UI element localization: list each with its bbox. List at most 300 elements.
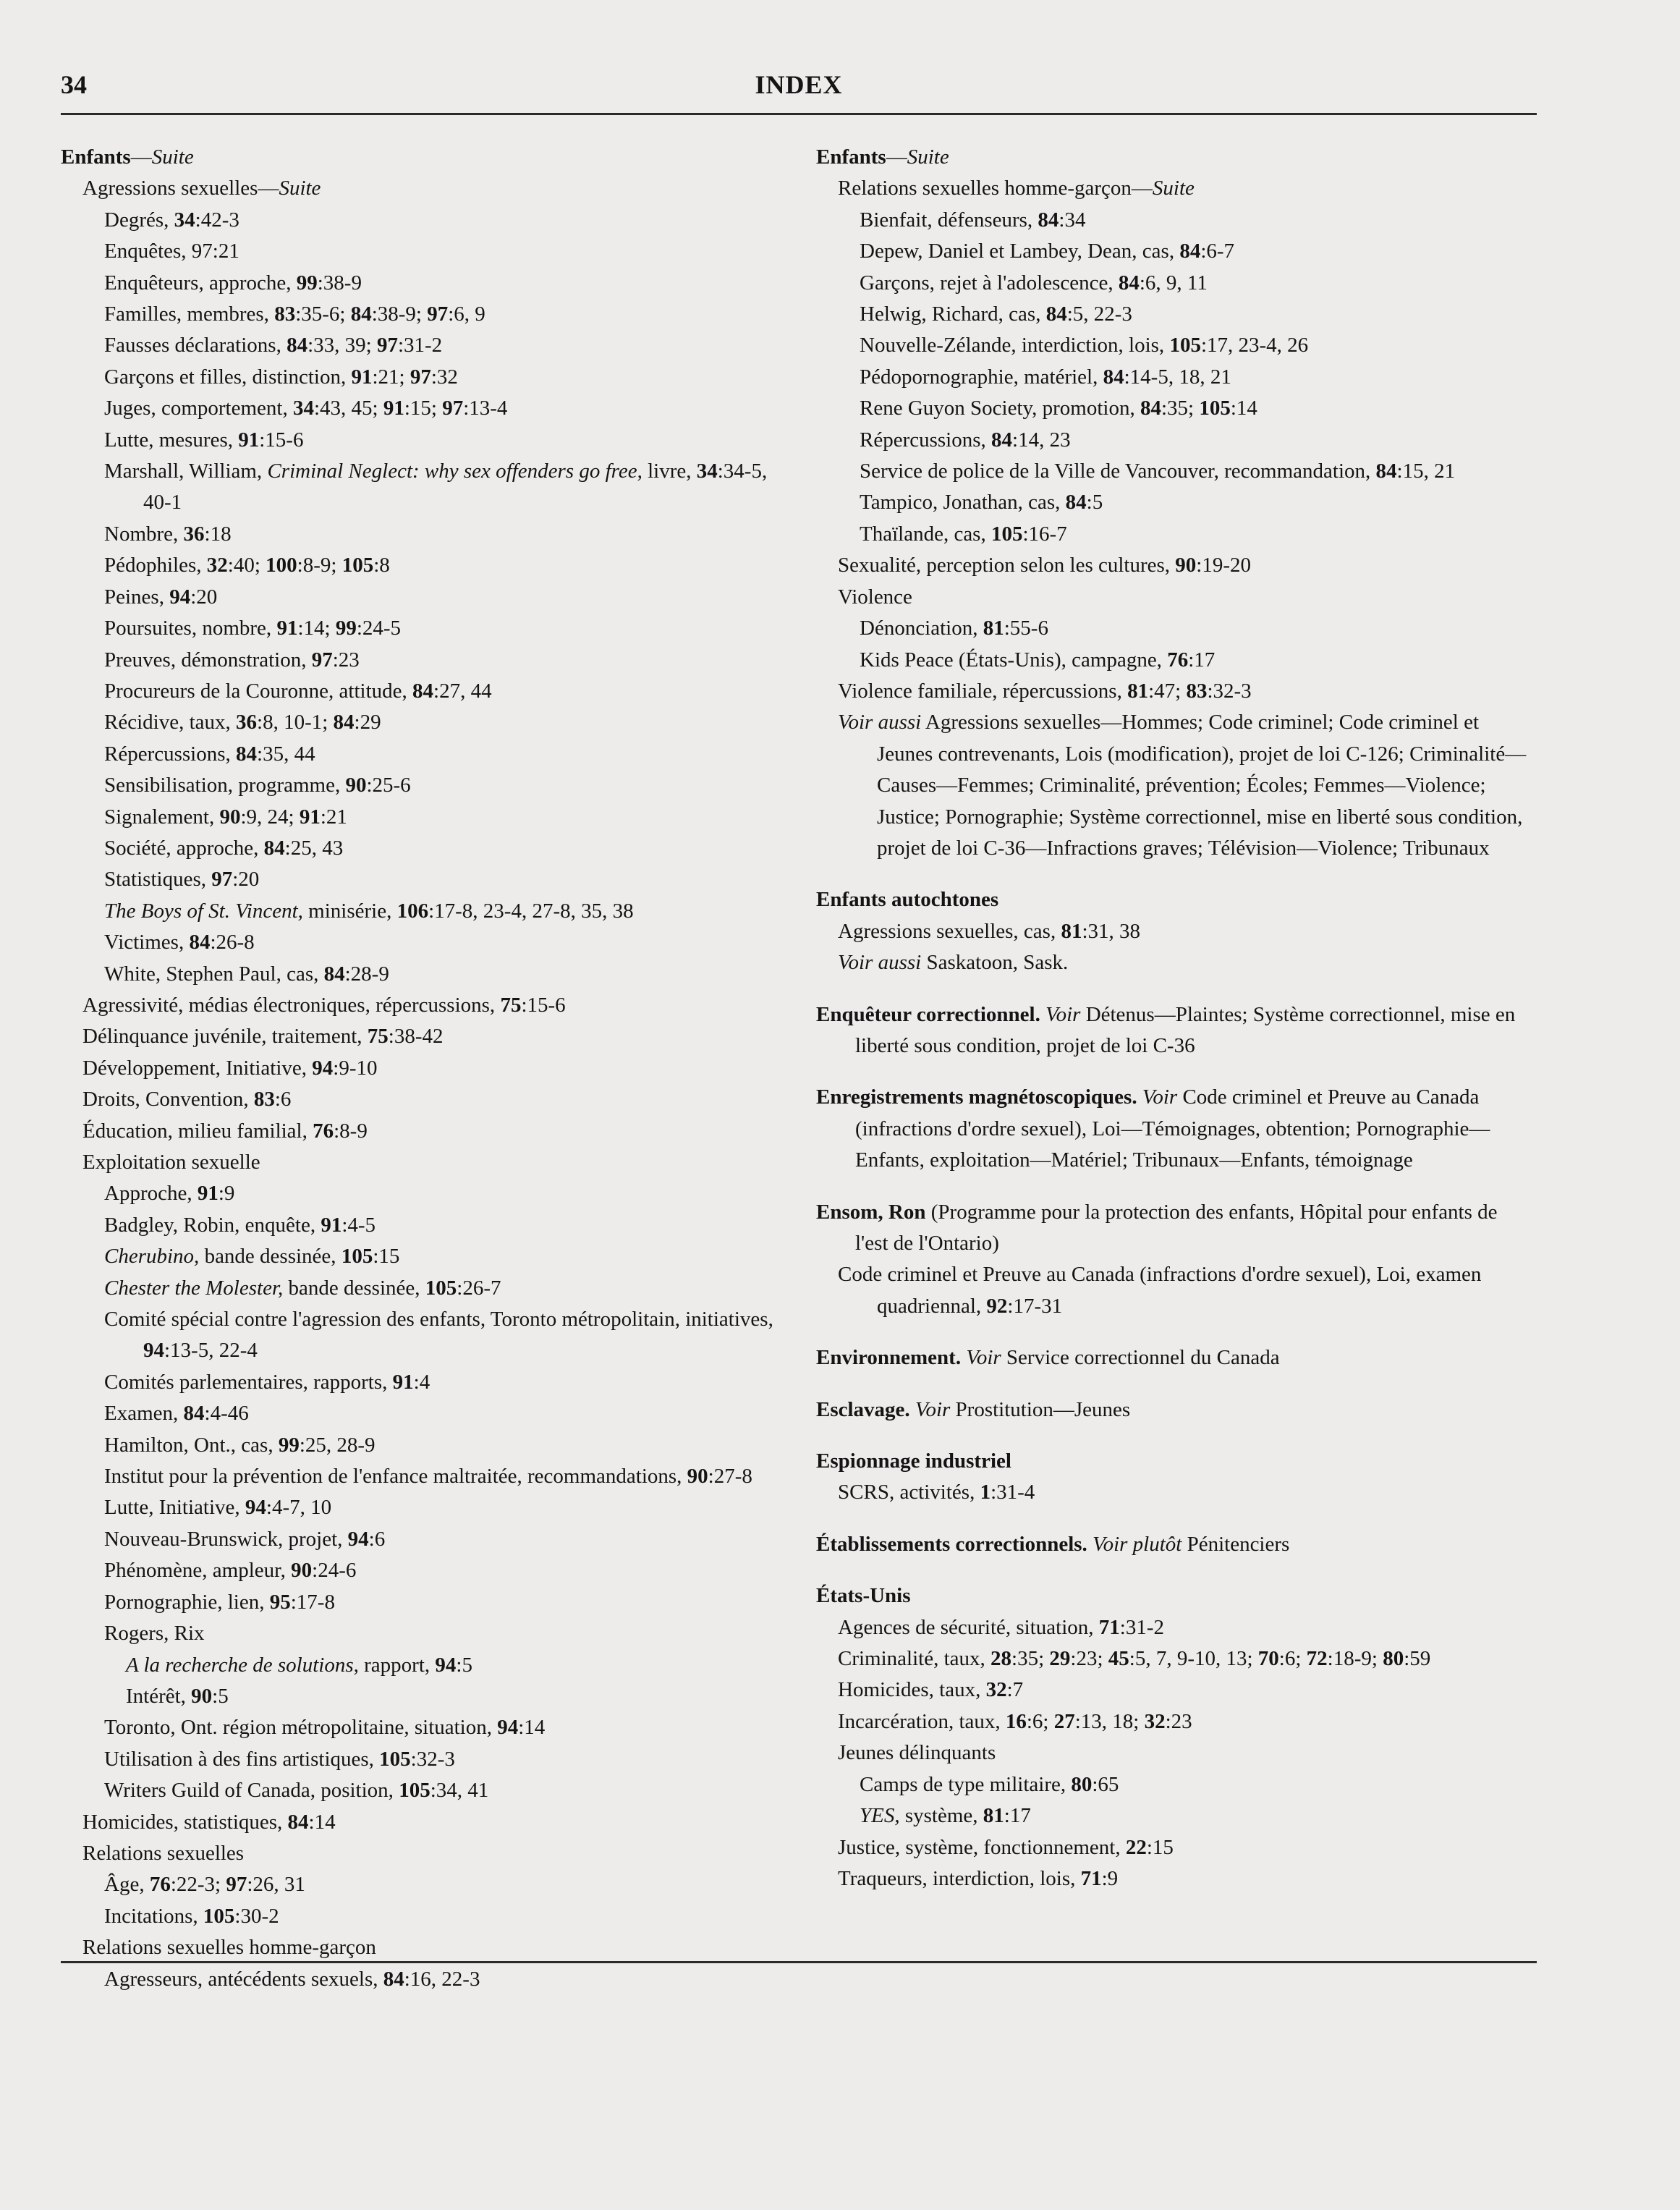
index-text: 94 <box>245 1496 266 1520</box>
index-entry <box>104 1712 784 1743</box>
index-text: Peines, <box>104 585 170 609</box>
index-text: 91 <box>351 365 373 389</box>
index-entry <box>104 959 784 990</box>
index-text: 76 <box>149 1873 171 1897</box>
index-entry <box>104 1430 784 1461</box>
index-text: :65 <box>1092 1772 1119 1796</box>
index-text: 94 <box>497 1716 519 1740</box>
index-text: 34 <box>696 460 718 483</box>
index-entry <box>104 613 784 644</box>
index-text: Pénitenciers <box>1181 1532 1290 1556</box>
index-text: :38-9; <box>371 302 428 326</box>
index-entry <box>860 425 1532 456</box>
index-text: 105 <box>1199 397 1231 420</box>
index-text: 95 <box>269 1590 291 1614</box>
index-text: 99 <box>296 271 318 295</box>
index-text: Depew, Daniel et Lambey, Dean, cas, <box>860 240 1180 263</box>
index-text: Saskatoon, Sask. <box>921 951 1069 975</box>
index-text: Procureurs de la Couronne, attitude, <box>104 679 413 703</box>
index-text: Établissements correctionnels. <box>816 1532 1087 1556</box>
index-text: :13, 18; <box>1074 1709 1145 1733</box>
index-column-right <box>816 142 1532 1894</box>
index-text: Agressions sexuelles, cas, <box>838 919 1061 943</box>
index-text: Hamilton, Ont., cas, <box>104 1433 279 1457</box>
index-text: Helwig, Richard, cas, <box>860 302 1046 326</box>
index-text: SCRS, activités, <box>838 1481 980 1504</box>
index-text: :34 <box>1059 208 1086 232</box>
index-text: :5 <box>1086 491 1103 515</box>
index-text: Poursuites, nombre, <box>104 617 277 640</box>
index-text: 90 <box>291 1559 313 1583</box>
index-text: :17-8, 23-4, 27-8, 35, 38 <box>428 899 634 923</box>
index-text: :59 <box>1404 1647 1431 1671</box>
index-text: Relations sexuelles homme-garçon <box>82 1936 376 1960</box>
index-text: Jeunes délinquants <box>838 1741 996 1765</box>
index-text: :16-7 <box>1022 522 1067 546</box>
index-text: 94 <box>347 1527 369 1551</box>
index-text: 97 <box>442 397 464 420</box>
index-heading <box>816 999 1532 1062</box>
index-text: 81 <box>983 617 1004 640</box>
index-entry <box>104 1178 784 1209</box>
index-text: Délinquance juvénile, traitement, <box>82 1025 368 1049</box>
index-entry <box>104 1461 784 1492</box>
index-text: 84 <box>1118 271 1140 295</box>
index-entry <box>104 802 784 833</box>
index-entry <box>104 1304 784 1367</box>
index-text: :13-5, 22-4 <box>164 1339 258 1363</box>
index-entry <box>104 236 784 267</box>
index-text: :23 <box>1165 1709 1192 1733</box>
index-text: 84 <box>383 1967 404 1991</box>
index-text: :35-6; <box>295 302 351 326</box>
index-text: 36 <box>236 711 258 734</box>
index-text: 27 <box>1053 1709 1075 1733</box>
index-text: bande dessinée, <box>283 1276 425 1300</box>
index-text: 97 <box>376 334 398 357</box>
index-text: Bienfait, défenseurs, <box>860 208 1038 232</box>
index-entry <box>104 676 784 707</box>
index-text: Agressivité, médias électroniques, répercussions, <box>82 993 501 1017</box>
index-text <box>1137 1085 1142 1109</box>
index-text: Signalement, <box>104 805 220 829</box>
index-text: 91 <box>321 1213 342 1237</box>
index-text: :17-8 <box>290 1590 335 1614</box>
index-text: 45 <box>1108 1647 1129 1671</box>
index-text: :17, 23-4, 26 <box>1200 334 1309 357</box>
index-entry <box>104 1555 784 1586</box>
index-text: The Boys of St. Vincent, <box>104 899 303 923</box>
index-text: :6; <box>1026 1709 1054 1733</box>
index-heading <box>816 1197 1532 1260</box>
index-text: 84 <box>1065 491 1087 515</box>
index-text: 81 <box>1061 919 1082 943</box>
index-text: Cherubino, <box>104 1245 200 1269</box>
index-text: :31, 38 <box>1082 919 1141 943</box>
index-entry <box>104 393 784 424</box>
index-entry <box>860 299 1532 330</box>
index-text: Dénonciation, <box>860 617 983 640</box>
index-text: Service correctionnel du Canada <box>1001 1346 1280 1370</box>
index-text: :43, 45; <box>313 397 383 420</box>
index-text: Marshall, William, <box>104 460 268 483</box>
index-entry <box>104 550 784 581</box>
index-entry <box>838 1737 1532 1769</box>
index-text: Approche, <box>104 1182 198 1206</box>
index-text: :17-31 <box>1007 1294 1063 1318</box>
index-text: Agressions sexuelles—Hommes; Code criminel; Code criminel et Jeunes contrevenants, Lois (modification), projet de loi C-126; Criminalité—Causes—Femmes; Criminalité, prévention; Écoles; Femmes—Violence; Justice; Pornographie; Système correctionnel, mise en liberté sous condition, projet de loi C-36—Infractions graves; Télévision—Violence; Tribunaux <box>877 711 1527 860</box>
index-text: :20 <box>232 868 260 892</box>
index-text: :21; <box>372 365 410 389</box>
index-text: Agences de sécurité, situation, <box>838 1615 1099 1639</box>
index-text: 91 <box>238 428 260 452</box>
index-text: :38-9 <box>317 271 362 295</box>
index-text: Relations sexuelles <box>82 1841 245 1865</box>
index-entry <box>104 707 784 738</box>
index-text: :22-3; <box>170 1873 226 1897</box>
index-text: 84 <box>189 931 211 954</box>
index-text: :14 <box>308 1810 336 1834</box>
index-text: — <box>886 145 907 169</box>
index-text: Lutte, Initiative, <box>104 1496 245 1520</box>
index-text: :13-4 <box>463 397 508 420</box>
index-entry <box>104 425 784 456</box>
index-text: Code criminel et Preuve au Canada (infractions d'ordre sexuel), Loi—Témoignages, obtention; Pornographie—Enfants, exploitation—Matériel; Tribunaux—Enfants, témoignage <box>855 1085 1490 1172</box>
index-heading <box>816 1580 1532 1612</box>
index-text: Intérêt, <box>126 1684 192 1708</box>
index-text: :4-46 <box>204 1402 249 1426</box>
index-text: :8-9; <box>297 554 342 577</box>
index-text: Garçons, rejet à l'adolescence, <box>860 271 1119 295</box>
index-text: Voir aussi <box>838 951 922 975</box>
index-text: Kids Peace (États-Unis), campagne, <box>860 648 1168 672</box>
index-entry <box>104 1398 784 1429</box>
index-entry <box>82 1932 784 1963</box>
index-text: :8-9 <box>334 1119 368 1143</box>
index-text: :25-6 <box>366 774 411 797</box>
index-text: Incitations, <box>104 1904 203 1928</box>
index-heading <box>816 1082 1532 1176</box>
index-entry <box>104 519 784 550</box>
index-entry <box>82 1116 784 1147</box>
index-entry <box>104 1367 784 1398</box>
index-text: livre, <box>642 460 697 483</box>
index-entry <box>104 1744 784 1775</box>
index-text: Enfants <box>61 145 131 169</box>
index-text: Voir <box>1045 1002 1081 1026</box>
index-text: 97 <box>226 1873 247 1897</box>
index-text: :38-42 <box>388 1025 444 1049</box>
index-text <box>1040 1003 1045 1026</box>
index-text: Comités parlementaires, rapports, <box>104 1370 393 1394</box>
index-text: 84 <box>236 742 258 766</box>
index-text: 83 <box>274 302 296 326</box>
footer-rule <box>61 1961 1537 1963</box>
index-text: :15 <box>373 1245 400 1269</box>
index-text: 75 <box>500 993 522 1017</box>
index-text: Droits, Convention, <box>82 1088 254 1112</box>
index-text: :5, 22-3 <box>1066 302 1132 326</box>
index-entry <box>838 582 1532 613</box>
index-text: :5, 7, 9-10, 13; <box>1129 1647 1258 1671</box>
index-text: Homicides, statistiques, <box>82 1810 288 1834</box>
index-entry <box>838 550 1532 581</box>
index-text: 28 <box>990 1647 1012 1671</box>
index-text: Enquêtes, 97:21 <box>104 240 239 263</box>
index-text: 105 <box>341 1245 373 1269</box>
index-text: :17 <box>1004 1804 1031 1828</box>
index-entry <box>82 1807 784 1838</box>
index-text: Répercussions, <box>104 742 237 766</box>
index-text: Prostitution—Jeunes <box>950 1397 1131 1421</box>
running-title: INDEX <box>755 70 843 99</box>
index-text <box>910 1398 915 1421</box>
index-text: 84 <box>263 836 285 860</box>
index-text: 84 <box>412 679 434 703</box>
index-entry <box>860 330 1532 361</box>
index-text: Enquêteur correctionnel. <box>816 1002 1040 1026</box>
index-text: :47; <box>1148 679 1187 703</box>
index-text: Esclavage. <box>816 1397 910 1421</box>
header-rule <box>61 113 1537 115</box>
index-entry <box>860 205 1532 236</box>
index-text: Suite <box>279 177 321 200</box>
index-text: :20 <box>190 585 218 609</box>
index-text: 81 <box>1127 679 1149 703</box>
index-text: :23 <box>332 648 360 672</box>
index-text: :6; <box>1278 1647 1307 1671</box>
index-text: 76 <box>313 1119 334 1143</box>
index-entry <box>860 236 1532 267</box>
index-text: Voir <box>915 1397 951 1421</box>
index-text: 71 <box>1098 1615 1120 1639</box>
index-heading <box>816 1529 1532 1560</box>
index-text: :8, 10-1; <box>257 711 334 734</box>
index-text: :21 <box>320 805 347 829</box>
index-heading <box>816 884 1532 915</box>
index-entry <box>104 205 784 236</box>
index-text: 91 <box>383 397 404 420</box>
index-text: Garçons et filles, distinction, <box>104 365 352 389</box>
index-entry <box>860 1769 1532 1800</box>
index-text: 90 <box>687 1465 708 1489</box>
index-text: 84 <box>1038 208 1059 232</box>
index-text: 84 <box>1375 460 1397 483</box>
index-text: :25, 43 <box>284 836 344 860</box>
index-text: 22 <box>1125 1835 1147 1859</box>
index-entry <box>838 1675 1532 1706</box>
index-text: 34 <box>292 397 314 420</box>
index-text: 32 <box>1144 1709 1166 1733</box>
index-entry <box>104 362 784 393</box>
index-text: — <box>130 145 152 169</box>
index-text: Preuves, démonstration, <box>104 648 312 672</box>
index-text: rapport, <box>358 1653 436 1677</box>
index-heading <box>61 142 784 173</box>
index-text: :5 <box>212 1684 229 1708</box>
index-text: Développement, Initiative, <box>82 1056 313 1080</box>
index-text: Chester the Molester, <box>104 1276 284 1300</box>
index-text: Violence <box>838 585 912 609</box>
index-text: :15, 21 <box>1396 460 1456 483</box>
index-text: 105 <box>1169 334 1201 357</box>
index-text: 94 <box>169 585 191 609</box>
index-text: 72 <box>1306 1647 1328 1671</box>
index-entry <box>104 1618 784 1649</box>
index-text: :35; <box>1011 1647 1050 1671</box>
index-text: :31-2 <box>397 334 443 357</box>
index-text: :33, 39; <box>307 334 377 357</box>
index-text: Utilisation à des fins artistiques, <box>104 1747 380 1771</box>
index-text: :18-9; <box>1327 1647 1383 1671</box>
index-text: :6 <box>274 1088 292 1112</box>
index-heading <box>816 1394 1532 1426</box>
index-text: :15 <box>1146 1835 1174 1859</box>
index-text: Familles, membres, <box>104 302 275 326</box>
index-text: 91 <box>392 1370 414 1394</box>
index-entry <box>104 1901 784 1932</box>
index-entry <box>838 173 1532 204</box>
index-text: :40; <box>227 554 266 577</box>
index-text: 83 <box>1186 679 1208 703</box>
index-text: :9 <box>218 1182 235 1206</box>
index-text: :32-3 <box>410 1747 455 1771</box>
index-text: 97 <box>211 868 233 892</box>
index-entry <box>104 268 784 299</box>
index-text: :15-6 <box>259 428 304 452</box>
index-text: :26-7 <box>457 1276 501 1300</box>
index-text: (Programme pour la protection des enfants, Hôpital pour enfants de l'est de l'Ontario) <box>855 1200 1498 1255</box>
index-text: :6, 9 <box>448 302 485 326</box>
index-text: Juges, comportement, <box>104 397 293 420</box>
index-entry <box>104 456 784 519</box>
index-entry <box>104 770 784 801</box>
index-heading <box>816 142 1532 173</box>
index-entry <box>82 1147 784 1178</box>
index-text: Pédopornographie, matériel, <box>860 365 1103 389</box>
index-entry <box>104 864 784 895</box>
index-text: 84 <box>183 1402 205 1426</box>
index-text: Thaïlande, cas, <box>860 522 991 546</box>
index-text: Toronto, Ont. région métropolitaine, situation, <box>104 1716 498 1740</box>
index-entry <box>860 393 1532 424</box>
index-text: Enregistrements magnétoscopiques. <box>816 1085 1137 1109</box>
index-entry <box>860 1800 1532 1832</box>
index-text: :35; <box>1161 397 1200 420</box>
index-entry <box>860 268 1532 299</box>
index-entry <box>838 1612 1532 1643</box>
index-text: 84 <box>1140 397 1161 420</box>
index-text: 83 <box>253 1088 275 1112</box>
index-text: :25, 28-9 <box>299 1433 376 1457</box>
index-text: :16, 22-3 <box>404 1967 480 1991</box>
index-text: 105 <box>425 1276 457 1300</box>
index-entry <box>104 896 784 927</box>
index-text: 91 <box>197 1182 219 1206</box>
index-text: 84 <box>1103 365 1124 389</box>
index-text: Violence familiale, répercussions, <box>838 679 1128 703</box>
index-text <box>1087 1533 1093 1556</box>
index-entry <box>104 1964 784 1995</box>
index-text: :27, 44 <box>433 679 492 703</box>
index-text: :42-3 <box>195 208 239 232</box>
index-text: :15-6 <box>521 993 566 1017</box>
index-text: Criminal Neglect: why sex offenders go free, <box>267 460 642 483</box>
index-text: 84 <box>1179 240 1201 263</box>
page-number: 34 <box>61 70 87 99</box>
index-entry <box>126 1650 784 1681</box>
index-text: Badgley, Robin, enquête, <box>104 1213 321 1237</box>
index-entry <box>82 173 784 204</box>
index-text: 76 <box>1167 648 1189 672</box>
index-text: système, <box>899 1804 983 1828</box>
index-text: :29 <box>354 711 381 734</box>
index-heading <box>816 1446 1532 1477</box>
index-entry <box>126 1681 784 1712</box>
index-text: Nouveau-Brunswick, projet, <box>104 1527 348 1551</box>
index-text: Rogers, Rix <box>104 1622 205 1646</box>
index-entry <box>838 1832 1532 1863</box>
index-entry <box>838 1259 1532 1322</box>
index-text: Traqueurs, interdiction, lois, <box>838 1866 1081 1890</box>
index-text: Enfants autochtones <box>816 888 999 912</box>
index-text: A la recherche de solutions, <box>126 1653 359 1677</box>
index-text: :9, 24; <box>240 805 300 829</box>
index-entry <box>104 1524 784 1555</box>
index-text: :26, 31 <box>247 1873 305 1897</box>
index-text: 94 <box>143 1339 164 1363</box>
index-entry <box>104 1869 784 1900</box>
index-text: :14-5, 18, 21 <box>1124 365 1231 389</box>
index-text: :6-7 <box>1200 240 1235 263</box>
index-text: Statistiques, <box>104 868 212 892</box>
index-text: 94 <box>312 1056 334 1080</box>
index-text: 34 <box>174 208 195 232</box>
index-text: bande dessinée, <box>199 1245 341 1269</box>
index-text: :24-5 <box>356 617 402 640</box>
index-text: Répercussions, <box>860 428 992 452</box>
index-text: Détenus—Plaintes; Système correctionnel, mise en liberté sous condition, projet de loi C-36 <box>855 1002 1516 1057</box>
index-text: :14; <box>297 617 336 640</box>
index-text: Nombre, <box>104 522 184 546</box>
index-text: 92 <box>986 1294 1008 1318</box>
index-text: Degrés, <box>104 208 174 232</box>
index-entry <box>104 1273 784 1304</box>
index-text: 84 <box>1045 302 1067 326</box>
index-text: 16 <box>1005 1709 1027 1733</box>
index-heading <box>816 1342 1532 1373</box>
index-text: Relations sexuelles homme-garçon— <box>838 177 1153 200</box>
index-entry <box>838 1643 1532 1675</box>
index-entry <box>104 645 784 676</box>
index-entry <box>860 519 1532 550</box>
index-text: 84 <box>287 1810 309 1834</box>
index-text: Tampico, Jonathan, cas, <box>860 491 1066 515</box>
index-entry <box>838 916 1532 947</box>
index-text: :28-9 <box>344 962 389 986</box>
index-text: Justice, système, fonctionnement, <box>838 1835 1126 1859</box>
index-text: :7 <box>1006 1678 1024 1702</box>
index-text: 105 <box>203 1904 235 1928</box>
index-text: 36 <box>183 522 205 546</box>
index-text: Agresseurs, antécédents sexuels, <box>104 1967 383 1991</box>
index-text: 32 <box>985 1678 1007 1702</box>
index-text: :14 <box>1230 397 1257 420</box>
index-text: Homicides, taux, <box>838 1678 986 1702</box>
index-text: :18 <box>204 522 232 546</box>
index-text: Incarcération, taux, <box>838 1709 1006 1733</box>
index-text: 80 <box>1071 1772 1093 1796</box>
